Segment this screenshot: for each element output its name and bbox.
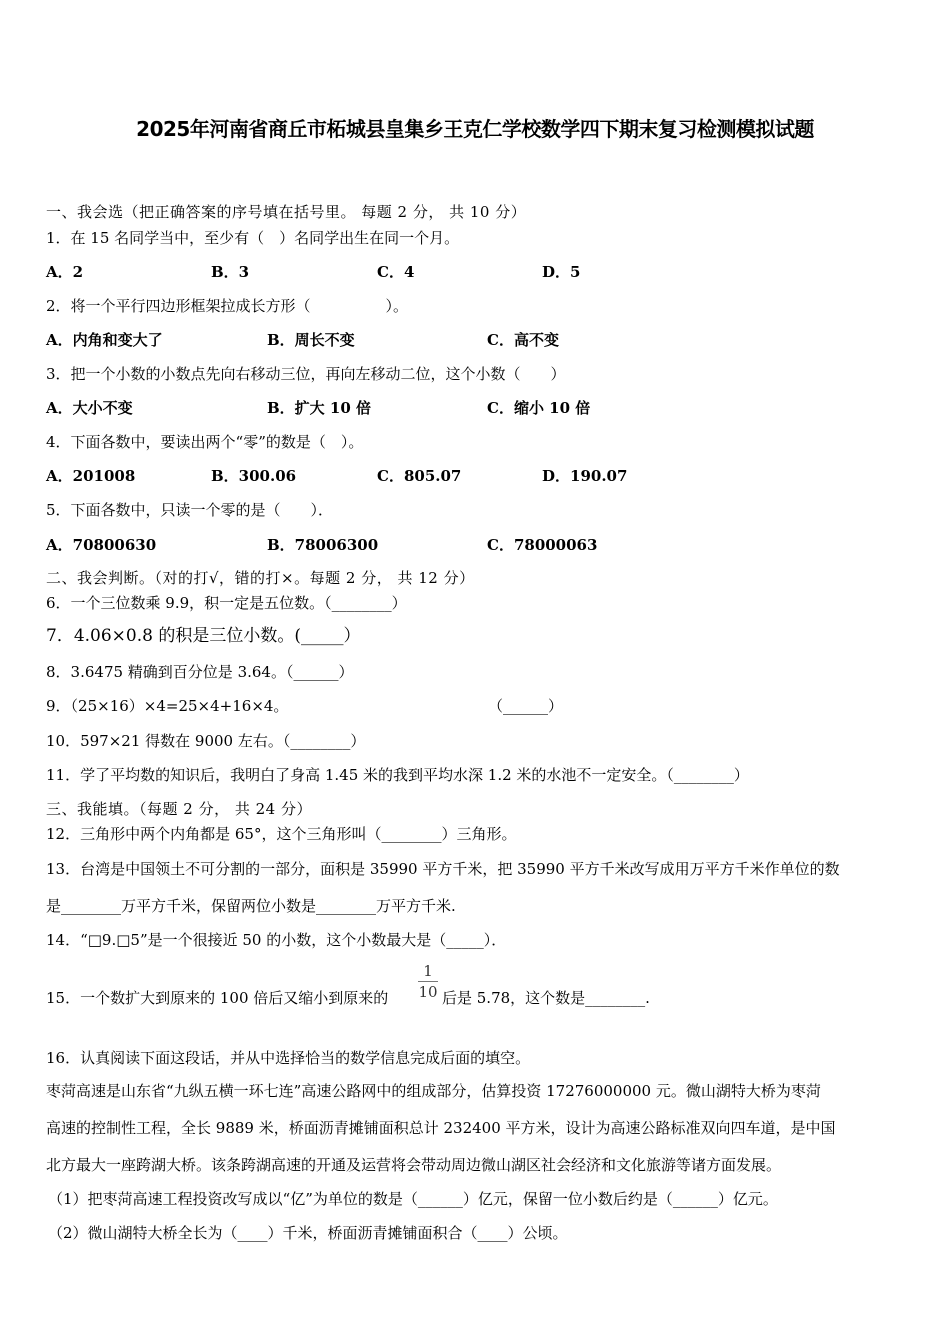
question-9: 9．（25×16）×4=25×4+16×4。	[46, 697, 289, 715]
option-a: A．201008	[46, 467, 136, 485]
option-c: C．805.07	[377, 467, 462, 485]
fraction-one-tenth	[417, 962, 439, 1001]
option-d: D．190.07	[542, 467, 628, 485]
question-6: 6．一个三位数乘 9.9，积一定是五位数。（________）	[46, 594, 407, 612]
option-c: C．4	[377, 263, 415, 281]
option-b: B．扩大 10 倍	[267, 399, 371, 417]
question-16-part-1: （1）把枣菏高速工程投资改写成以“亿”为单位的数是（______）亿元，保留一位小数后约是（______）亿元。	[48, 1190, 778, 1208]
question-12: 12．三角形中两个内角都是 65°，这个三角形叫（________）三角形。	[46, 825, 517, 843]
question-13-line-1: 13．台湾是中国领土不可分割的一部分，面积是 35990 平方千米，把 35990 平方千米改写成用万平方千米作单位的数	[46, 860, 840, 878]
question-16-part-2: （2）微山湖特大桥全长为（____）千米，桥面沥青摊铺面积合（____）公顷。	[48, 1224, 568, 1242]
question-16: 16．认真阅读下面这段话，并从中选择恰当的数学信息完成后面的填空。	[46, 1049, 531, 1067]
option-c: C．78000063	[487, 536, 598, 554]
section-2-heading: 二、我会判断。（对的打√，错的打×。每题 2 分， 共 12 分）	[46, 569, 475, 587]
question-3: 3．把一个小数的小数点先向右移动三位，再向左移动二位，这个小数（ ）	[46, 365, 566, 383]
question-7: 7．4.06×0.8 的积是三位小数。(_____）	[46, 626, 361, 646]
fraction-denominator: 10	[418, 983, 438, 1001]
question-5: 5．下面各数中，只读一个零的是（ ）．	[46, 501, 334, 519]
question-4: 4．下面各数中，要读出两个“零”的数是（ ）。	[46, 433, 364, 451]
passage-line-3: 北方最大一座跨湖大桥。该条跨湖高速的开通及运营将会带动周边微山湖区社会经济和文化旅游等诸方面发展。	[46, 1156, 782, 1174]
fraction-bar	[418, 981, 438, 982]
option-b: B．3	[211, 263, 250, 281]
question-1: 1．在 15 名同学当中，至少有（ ）名同学出生在同一个月。	[46, 229, 460, 247]
option-a: A．大小不变	[46, 399, 133, 417]
page-title: 2025年河南省商丘市柘城县皇集乡王克仁学校数学四下期末复习检测模拟试题	[136, 117, 814, 141]
option-a: A．70800630	[46, 536, 157, 554]
question-8: 8．3.6475 精确到百分位是 3.64。（______）	[46, 663, 354, 681]
question-10: 10．597×21 得数在 9000 左右。（________）	[46, 732, 366, 750]
question-14: 14．“□9.□5”是一个很接近 50 的小数，这个小数最大是（_____）．	[46, 931, 507, 949]
question-11: 11．学了平均数的知识后，我明白了身高 1.45 米的我到平均水深 1.2 米的水池不一定安全。（________）	[46, 766, 749, 784]
question-9-answer-blank: （______）	[488, 697, 564, 715]
question-15-before: 15．一个数扩大到原来的 100 倍后又缩小到原来的	[46, 989, 389, 1007]
option-a: A．2	[46, 263, 84, 281]
section-1-heading: 一、我会选（把正确答案的序号填在括号里。 每题 2 分， 共 10 分）	[46, 203, 527, 221]
option-c: C．缩小 10 倍	[487, 399, 591, 417]
fraction-numerator: 1	[423, 962, 433, 980]
section-3-heading: 三、我能填。（每题 2 分， 共 24 分）	[46, 800, 312, 818]
option-b: B．周长不变	[267, 331, 355, 349]
option-a: A．内角和变大了	[46, 331, 163, 349]
option-d: D．5	[542, 263, 581, 281]
question-15-after: 后是 5.78，这个数是________.	[442, 989, 650, 1007]
question-2: 2．将一个平行四边形框架拉成长方形（ ）。	[46, 297, 409, 315]
option-c: C．高不变	[487, 331, 559, 349]
option-b: B．300.06	[211, 467, 297, 485]
question-13-line-2: 是________万平方千米，保留两位小数是________万平方千米.	[46, 897, 456, 915]
passage-line-1: 枣菏高速是山东省“九纵五横一环七连”高速公路网中的组成部分，估算投资 17276000000 元。微山湖特大桥为枣菏	[46, 1082, 821, 1100]
option-b: B．78006300	[267, 536, 379, 554]
passage-line-2: 高速的控制性工程，全长 9889 米，桥面沥青摊铺面积总计 232400 平方米，设计为高速公路标准双向四车道，是中国	[46, 1119, 836, 1137]
